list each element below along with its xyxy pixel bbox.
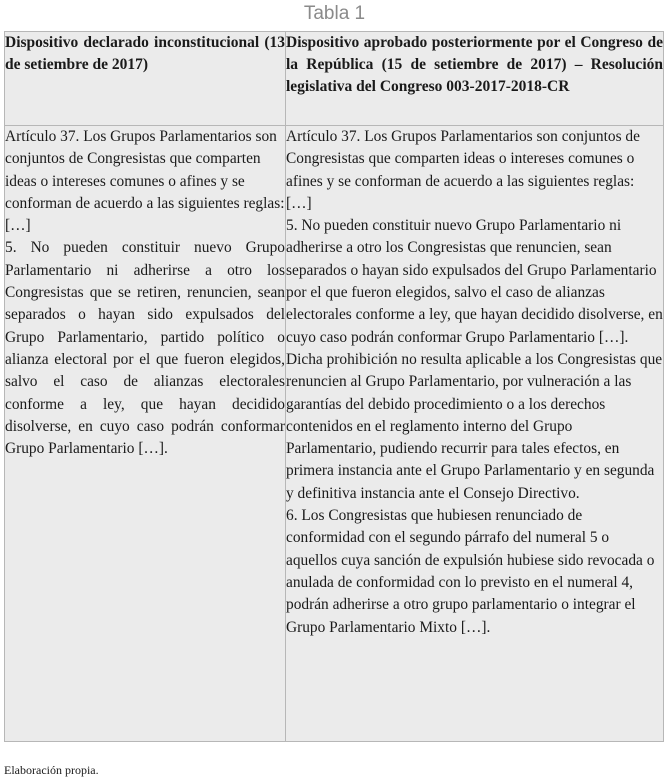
table-header-row bbox=[5, 32, 664, 126]
header-cell-left: Dispositivo declarado inconstitucional (13 de setiembre de 2017) bbox=[5, 32, 286, 126]
left-paragraph: Artículo 37. Los Grupos Parlamentarios son conjuntos de Congresistas que comparten ideas o intereses comunes o afines y se conforman de acuerdo a las siguientes reglas: bbox=[5, 128, 285, 212]
body-cell-left bbox=[5, 126, 286, 742]
body-cell-right bbox=[286, 126, 664, 742]
header-cell-right: Dispositivo aprobado posteriormente por el Congreso de la República (15 de setiembre de 2017) – Resolución legislativa del Congreso 003-2017-2018-CR bbox=[286, 32, 664, 126]
right-paragraph: […] bbox=[286, 194, 312, 212]
left-paragraph: […] bbox=[5, 217, 31, 235]
right-paragraph: Dicha prohibición no resulta aplicable a los Congresistas que renuncien al Grupo Parlamentario, por vulneración a las garantías del debido procedimiento o a los derechos contenidos en el reglamento interno del Grupo Parlamentario, pudiendo recurrir para tales efectos, en primera instancia ante el Grupo Parlamentario y en segunda y definitiva instancia ante el Consejo Directivo. bbox=[286, 350, 663, 502]
right-paragraph: 6. Los Congresistas que hubiesen renunciado de conformidad con el segundo párrafo del numeral 5 o aquellos cuya sanción de expulsión hubiese sido revocada o anulada de conformidad con lo previsto en el numeral 4, podrán adherirse a otro grupo parlamentario o integrar el Grupo Parlamentario Mixto […]. bbox=[286, 507, 655, 636]
right-paragraph: Artículo 37. Los Grupos Parlamentarios son conjuntos de Congresistas que comparten ideas o intereses comunes o afines y se conforman de acuerdo a las siguientes reglas: bbox=[286, 128, 640, 190]
left-paragraph: 5. No pueden constituir nuevo Grupo Parlamentario ni adherirse a otro los Congresistas que se retiren, renuncien, sean separados o hayan sido expulsados del Grupo Parlamentario, partido político o alianza electoral por el que fueron elegidos, salvo el caso de alianzas electorales conforme a ley, que hayan decidido disolverse, en cuyo caso podrán conformar Grupo Parlamentario […]. bbox=[5, 239, 285, 458]
comparison-table bbox=[4, 31, 664, 742]
right-paragraph: 5. No pueden constituir nuevo Grupo Parlamentario ni adherirse a otro los Congresistas que renuncien, sean separados o hayan sido expulsados del Grupo Parlamentario por el que fueron elegidos, salvo el caso de alianzas electorales conforme a ley, que hayan decidido disolverse, en cuyo caso podrán conformar Grupo Parlamentario […]. bbox=[286, 217, 663, 346]
table-title: Tabla 1 bbox=[303, 3, 366, 24]
source-footnote: Elaboración propia. bbox=[4, 763, 99, 777]
table-body-row bbox=[5, 126, 664, 742]
